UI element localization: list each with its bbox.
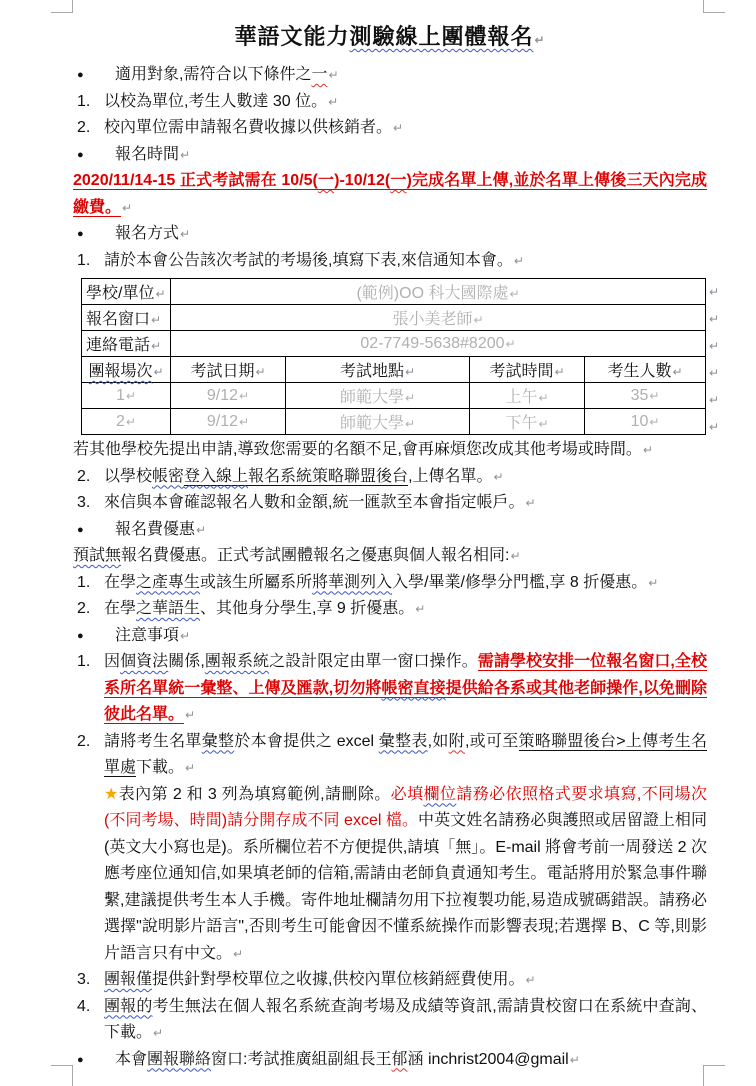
paragraph-mark: ↵ bbox=[538, 391, 549, 405]
cell-text: 9/12 bbox=[206, 412, 239, 430]
paragraph-mark: ↵ bbox=[709, 312, 720, 326]
table-cell bbox=[286, 409, 470, 435]
paragraph-mark: ↵ bbox=[125, 414, 136, 429]
list-item-text bbox=[104, 649, 707, 729]
list-item-text bbox=[104, 729, 707, 782]
cell-text: 下午 bbox=[505, 415, 538, 432]
cell-text: 9/12 bbox=[206, 386, 239, 404]
text-run: 2020/11/14-15 正式考試需在 10/5( bbox=[73, 172, 318, 189]
text-run: 適用對象,需符合以下條件之 bbox=[115, 66, 312, 83]
text-run: 在學 bbox=[104, 573, 137, 591]
numbered-item bbox=[73, 967, 707, 994]
paragraph-mark: ↵ bbox=[505, 336, 516, 351]
doc-title bbox=[73, 13, 707, 55]
text-run: 來信與本會確認報名人數和金額,統一匯款至本會指定帳戶。 bbox=[104, 494, 525, 511]
text-run: )-10/12( bbox=[334, 172, 391, 189]
paragraph-mark: ↵ bbox=[649, 414, 660, 429]
list-item-text bbox=[115, 623, 707, 650]
list-item-text bbox=[115, 142, 707, 169]
paragraph-mark: ↵ bbox=[125, 388, 136, 403]
paragraph-mark: ↵ bbox=[404, 417, 416, 431]
numbered-item bbox=[73, 994, 707, 1047]
cell-text: 1 bbox=[116, 386, 125, 404]
paragraph-mark: ↵ bbox=[513, 253, 524, 268]
paragraph-mark: ↵ bbox=[642, 443, 653, 457]
table-cell bbox=[585, 383, 706, 409]
cell-text: 2 bbox=[116, 412, 125, 430]
cell-text: 上午 bbox=[505, 389, 538, 406]
text-run: 考生無法在個人報名系統查詢考場及成績等資訊,需請貴校窗口在系統中查詢、下載。 bbox=[104, 997, 707, 1041]
text-run: 以學校 bbox=[104, 467, 153, 485]
table-header-cell bbox=[470, 357, 585, 383]
table-cell bbox=[82, 409, 171, 435]
text-run: 團報的 bbox=[104, 997, 153, 1015]
paragraph-mark: ↵ bbox=[185, 708, 196, 722]
text-run: 帳密直接 bbox=[381, 679, 446, 697]
bullet-item bbox=[73, 142, 707, 169]
crop-mark-bottom-left bbox=[51, 1065, 73, 1086]
text-run: 預試無 bbox=[73, 547, 122, 564]
text-run: 以校為單位,考生人數達 30 位。 bbox=[104, 92, 328, 110]
text-run: 彙整 bbox=[201, 732, 235, 750]
list-item-text bbox=[104, 570, 707, 597]
list-item-text bbox=[104, 248, 707, 275]
paragraph bbox=[73, 782, 707, 968]
paragraph-mark: ↵ bbox=[328, 94, 339, 109]
crop-mark-top-left bbox=[51, 0, 73, 13]
table-cell bbox=[82, 383, 171, 409]
text-run: 團報系統 bbox=[204, 653, 270, 670]
list-number: 2. bbox=[77, 467, 91, 485]
text-run: 團報聯絡 bbox=[147, 1050, 212, 1068]
paragraph-mark: ↵ bbox=[493, 469, 504, 484]
text-run: 中英文姓名請務必與護照或居留證上相同(英文大小寫也是)。系所欄位若不方便提供,請填「無」。E-mail 將會考前一周發送 2 次應考座位通知信,如果填老師的信箱,需請由老師負責通知考生。電話將用於緊急事件聯繫,建議提供考生本人手機。寄件地址欄請勿用下拉複製功能,易造成號碼錯誤。請務必選擇"說明影片語言",否則考生可能會因不懂系統操作而影響表現;若選擇 B、C 等,則影片語言只有中文。 bbox=[104, 812, 707, 962]
list-item-text bbox=[104, 464, 707, 491]
doc-body bbox=[73, 62, 720, 1073]
numbered-item bbox=[73, 248, 707, 275]
table-cell bbox=[585, 409, 706, 435]
paragraph-mark: ↵ bbox=[393, 121, 404, 135]
cell-text: (範例)OO 科大國際處 bbox=[356, 285, 509, 302]
paragraph-mark: ↵ bbox=[538, 417, 549, 431]
text-run: 報名時間 bbox=[115, 145, 180, 163]
table-header-cell bbox=[286, 357, 470, 383]
table-row bbox=[82, 305, 706, 331]
text-run: 請務必依照格式要求填寫,不同場次(不同考場、時間)請分開存成不同 excel 檔。 bbox=[104, 785, 707, 829]
text-run: 報名系統策略聯盟後台 bbox=[248, 467, 409, 485]
text-run: 個資法 bbox=[120, 653, 169, 670]
text-run: 考生人數 bbox=[607, 363, 672, 380]
list-item-text bbox=[104, 994, 707, 1047]
table-cell bbox=[286, 383, 470, 409]
paragraph-mark: ↵ bbox=[180, 147, 191, 162]
paragraph bbox=[73, 168, 707, 221]
text-run: 涵 inchrist2004@gmail bbox=[407, 1050, 569, 1068]
cell-text: 報名窗口 bbox=[86, 311, 151, 328]
text-run: 在學 bbox=[104, 600, 137, 617]
text-run: 郁 bbox=[391, 1050, 408, 1068]
text-run: )完成名單上傳,並於名單上傳後三天內完成繳費。 bbox=[73, 172, 707, 216]
table-cell-label bbox=[82, 331, 171, 357]
list-number: 2. bbox=[77, 119, 91, 136]
text-run: 策略聯盟後台>上傳考生名單處 bbox=[104, 732, 707, 776]
table-row bbox=[82, 409, 706, 435]
text-run: 報名費優惠 bbox=[115, 520, 196, 538]
text-run: 之產專生 bbox=[136, 573, 201, 591]
paragraph-mark: ↵ bbox=[233, 946, 244, 961]
text-run: 入學/畢業/修學分門檻,享 8 折優惠。 bbox=[392, 573, 648, 591]
text-run: 於本會提供之 excel bbox=[234, 732, 379, 750]
paragraph-mark: ↵ bbox=[534, 33, 546, 47]
paragraph-mark: ↵ bbox=[709, 285, 720, 299]
text-run: 團報場次 bbox=[88, 363, 153, 380]
registration-table bbox=[81, 278, 720, 435]
list-item-text bbox=[104, 490, 707, 517]
table-header-cell bbox=[82, 357, 171, 383]
table-header-row bbox=[82, 357, 706, 383]
paragraph-mark: ↵ bbox=[151, 313, 162, 327]
list-number: 1. bbox=[77, 573, 91, 591]
text-run: 彙整表 bbox=[378, 732, 428, 750]
paragraph-mark: ↵ bbox=[122, 200, 133, 215]
text-area bbox=[73, 13, 720, 1073]
text-run: 需請學校安排一位報名窗口,全校系所名單統一彙整、上傳及匯款,切勿將 bbox=[104, 653, 707, 697]
bullet-item bbox=[73, 517, 707, 544]
text-run: 一 bbox=[317, 172, 335, 189]
list-item-text bbox=[115, 1047, 707, 1074]
list-item-text bbox=[115, 517, 707, 544]
text-run: 必填 bbox=[390, 785, 424, 803]
text-run: 提供針對學校單位之收據,供校內單位核銷經費使用。 bbox=[152, 971, 525, 988]
list-number: 3. bbox=[77, 971, 91, 988]
text-run: 登入線上 bbox=[184, 467, 249, 485]
numbered-item bbox=[73, 570, 707, 597]
paragraph-mark: ↵ bbox=[525, 973, 536, 987]
list-item-text bbox=[104, 89, 707, 116]
table-row bbox=[82, 279, 706, 305]
paragraph-mark: ↵ bbox=[404, 365, 416, 379]
table-row bbox=[82, 383, 706, 409]
paragraph-mark: ↵ bbox=[153, 365, 164, 379]
text-run: 團報僅 bbox=[104, 971, 153, 988]
paragraph-mark: ↵ bbox=[509, 287, 520, 301]
list-number: 2. bbox=[77, 732, 91, 750]
text-run: 或該生所屬系所 bbox=[200, 573, 313, 591]
text-run: ,或可至 bbox=[464, 732, 519, 750]
numbered-item bbox=[73, 464, 707, 491]
paragraph-mark: ↵ bbox=[239, 388, 250, 403]
paragraph-mark: ↵ bbox=[185, 761, 196, 775]
text-run: 之設計限定由單一窗口操作。 bbox=[269, 653, 478, 670]
paragraph-mark: ↵ bbox=[180, 628, 191, 643]
text-run: 一 bbox=[311, 66, 328, 83]
text-run: 表內第 2 和 3 列為填寫範例,請刪除。 bbox=[118, 785, 391, 803]
numbered-item bbox=[73, 649, 707, 729]
text-run: 一 bbox=[390, 172, 407, 189]
paragraph-mark: ↵ bbox=[180, 227, 191, 241]
cell-text: 師範大學 bbox=[339, 389, 404, 406]
text-run: 之華語生 bbox=[136, 600, 201, 617]
table-cell-value bbox=[171, 331, 706, 357]
list-item-text bbox=[104, 115, 707, 142]
table-cell-value bbox=[171, 279, 706, 305]
text-run: 下載。 bbox=[136, 759, 185, 776]
text-run: 將華測列入 bbox=[312, 573, 393, 591]
text-run: 本會 bbox=[115, 1050, 148, 1068]
paragraph-mark: ↵ bbox=[239, 414, 250, 429]
paragraph-mark: ↵ bbox=[510, 549, 521, 563]
list-item-text bbox=[104, 596, 707, 623]
table-row bbox=[82, 331, 706, 357]
text-run: 考試時間 bbox=[489, 363, 554, 380]
paragraph-mark: ↵ bbox=[672, 365, 683, 379]
list-item-text bbox=[104, 967, 707, 994]
bullet-marker: ● bbox=[77, 148, 84, 161]
text-run: 附 bbox=[448, 732, 465, 750]
paragraph-mark: ↵ bbox=[473, 313, 484, 327]
bullet-item bbox=[73, 221, 707, 248]
numbered-item bbox=[73, 729, 707, 782]
text-run: 注意事項 bbox=[115, 626, 180, 644]
table-cell bbox=[470, 409, 585, 435]
text-run: 測驗線上團體報名 bbox=[349, 24, 534, 49]
list-item-text bbox=[115, 62, 707, 89]
bullet-marker: ● bbox=[77, 69, 84, 81]
table-cell bbox=[171, 383, 286, 409]
text-run: 考試日期 bbox=[190, 363, 255, 380]
cell-text: 學校/單位 bbox=[86, 285, 155, 302]
text-run: ,如 bbox=[427, 732, 449, 750]
paragraph-mark: ↵ bbox=[155, 287, 166, 301]
numbered-item bbox=[73, 89, 707, 116]
paragraph-mark: ↵ bbox=[649, 388, 660, 403]
text-run: 欄位 bbox=[423, 785, 457, 803]
paragraph-mark: ↵ bbox=[415, 602, 426, 616]
bullet-marker: ● bbox=[77, 1053, 84, 1066]
paragraph-mark: ↵ bbox=[328, 68, 339, 82]
paragraph-mark: ↵ bbox=[525, 496, 536, 510]
list-number: 1. bbox=[77, 251, 91, 269]
numbered-item bbox=[73, 490, 707, 517]
bullet-item bbox=[73, 623, 707, 650]
list-number: 1. bbox=[77, 92, 91, 110]
list-number: 1. bbox=[77, 653, 91, 670]
paragraph-mark: ↵ bbox=[648, 575, 659, 590]
paragraph-mark: ↵ bbox=[709, 420, 720, 434]
text-run: 華語文能力 bbox=[234, 24, 350, 49]
paragraph-mark: ↵ bbox=[709, 339, 720, 353]
text-run: 考試地點 bbox=[339, 363, 404, 380]
text-run: 因 bbox=[104, 653, 121, 670]
text-run: 、其他身分學生,享 9 折優惠。 bbox=[200, 600, 415, 617]
list-item-text bbox=[115, 221, 707, 248]
table-header-cell bbox=[171, 357, 286, 383]
bullet-marker: ● bbox=[77, 228, 84, 240]
bullet-marker: ● bbox=[77, 629, 84, 642]
table-header-cell bbox=[585, 357, 706, 383]
list-number: 3. bbox=[77, 494, 91, 511]
text-run: 窗口:考試推廣組副組長王 bbox=[211, 1050, 392, 1068]
paragraph-mark: ↵ bbox=[151, 339, 162, 353]
text-run: 報名費優惠。正式考試團體報名之優惠與個人報名相同: bbox=[121, 547, 510, 564]
paragraph-mark: ↵ bbox=[554, 365, 565, 379]
table-cell bbox=[171, 409, 286, 435]
text-run: 請於本會公告該次考試的考場後,填寫下表,來信通知本會。 bbox=[104, 251, 513, 269]
paragraph-mark: ↵ bbox=[569, 1052, 580, 1067]
bullet-item bbox=[73, 62, 707, 89]
paragraph bbox=[73, 543, 707, 570]
cell-text: 師範大學 bbox=[339, 415, 404, 432]
text-run: 校內單位需申請報名費收據以供核銷者。 bbox=[104, 119, 393, 136]
text-run: 關係, bbox=[168, 653, 205, 670]
paragraph bbox=[73, 437, 707, 464]
table-cell-value bbox=[171, 305, 706, 331]
bullet-marker: ● bbox=[77, 523, 84, 536]
text-run: 請將考生名單 bbox=[104, 732, 202, 750]
cell-text: 10 bbox=[630, 412, 649, 430]
table-cell bbox=[470, 383, 585, 409]
numbered-item bbox=[73, 596, 707, 623]
table-row-marks bbox=[709, 279, 719, 441]
cell-text: 02-7749-5638#8200 bbox=[360, 334, 505, 352]
paragraph-mark: ↵ bbox=[196, 522, 207, 537]
paragraph-mark: ↵ bbox=[404, 391, 416, 405]
text-run: ★ bbox=[104, 785, 119, 803]
cell-text: 35 bbox=[630, 386, 649, 404]
text-run: ,上傳名單。 bbox=[408, 467, 493, 485]
table-cell-label bbox=[82, 305, 171, 331]
cell-text: 張小美老師 bbox=[392, 311, 473, 328]
text-run: 帳密 bbox=[152, 467, 185, 485]
paragraph-mark: ↵ bbox=[709, 393, 720, 407]
bullet-item bbox=[73, 1047, 707, 1074]
cell-text: 連絡電話 bbox=[86, 337, 151, 354]
table-cell-label bbox=[82, 279, 171, 305]
text-run: 提供給各系或其他老師操作,以免刪除彼此名單。 bbox=[104, 679, 707, 723]
text-run: 報名方式 bbox=[115, 225, 180, 242]
numbered-item bbox=[73, 115, 707, 142]
list-number: 2. bbox=[77, 600, 91, 617]
paragraph-mark: ↵ bbox=[709, 366, 720, 380]
text-run: 若其他學校先提出申請,導致您需要的名額不足,會再麻煩您改成其他考場或時間。 bbox=[73, 441, 642, 458]
list-number: 4. bbox=[77, 997, 91, 1015]
paragraph-mark: ↵ bbox=[153, 1026, 164, 1040]
crop-mark-top-right bbox=[703, 0, 725, 13]
registration-table-grid bbox=[81, 278, 706, 435]
paragraph-mark: ↵ bbox=[255, 365, 266, 379]
